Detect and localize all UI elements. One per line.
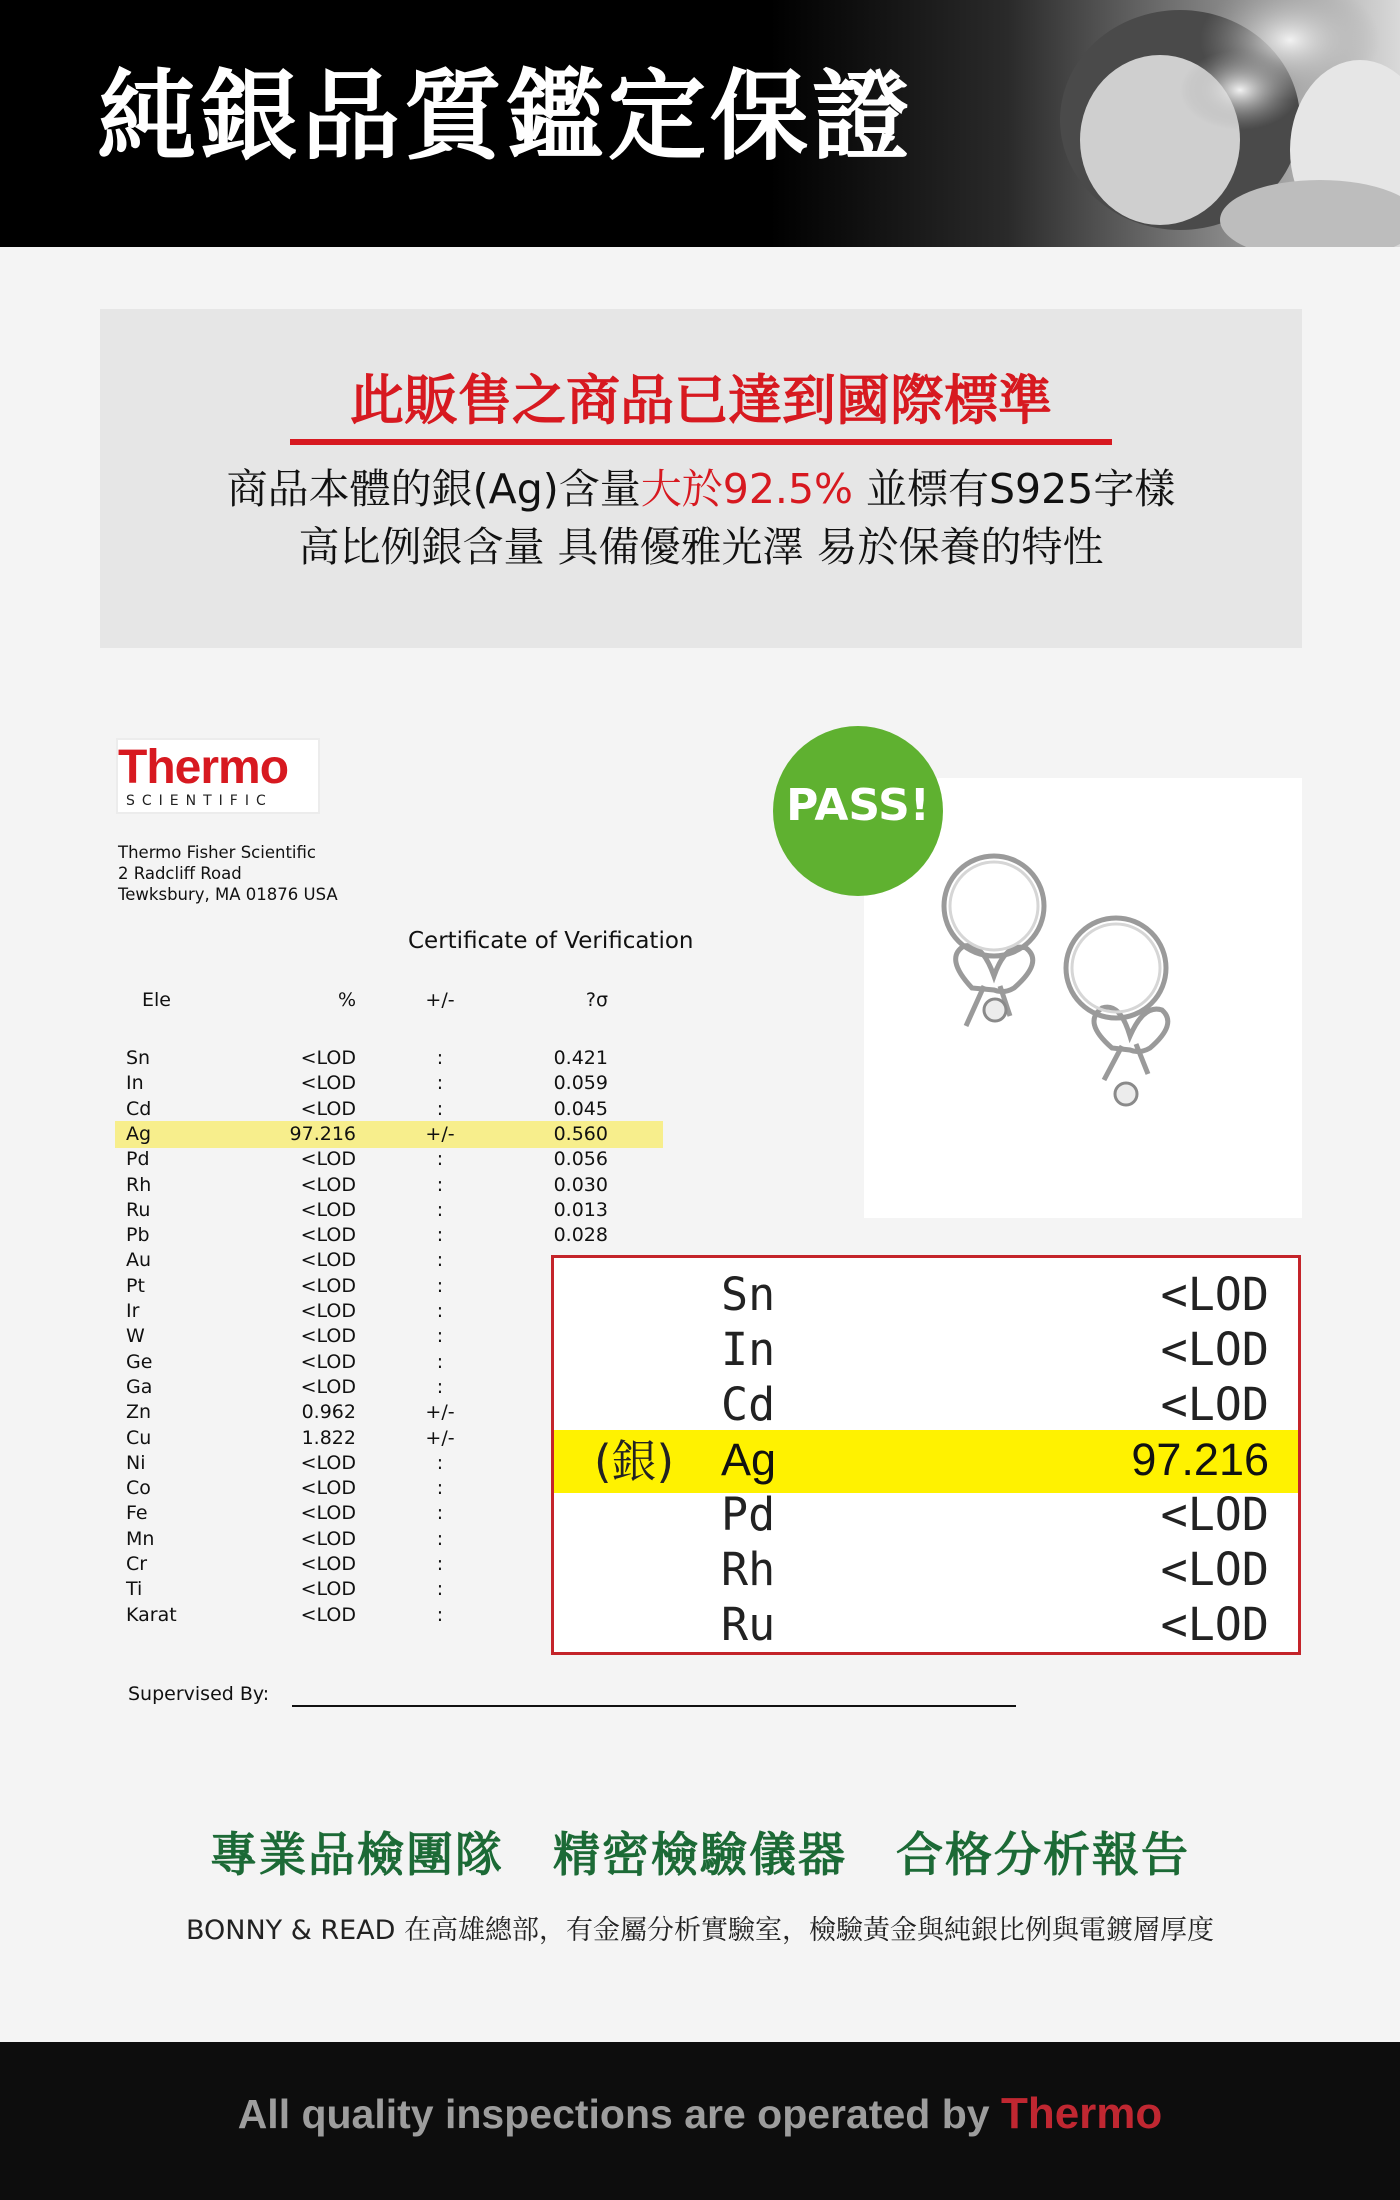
magnified-value: <LOD [1160,1323,1269,1376]
cell-element: Pb [126,1224,150,1247]
cell-plus-minus: : [436,1173,444,1196]
magnified-element: Sn [721,1268,776,1321]
magnified-element: Ru [721,1598,776,1651]
cell-percent: <LOD [300,1502,356,1525]
cell-plus-minus: : [436,1047,444,1069]
cell-element: Sn [126,1047,151,1069]
cell-plus-minus: : [436,1274,444,1297]
cell-element: Cr [126,1553,148,1575]
silver-content-text: 商品本體的銀(Ag)含量 [226,465,641,513]
cell-plus-minus: : [436,1451,444,1474]
cell-percent: <LOD [300,1198,356,1221]
cell-element: Ga [126,1375,153,1398]
silver-content-line [100,467,1302,512]
cell-percent: <LOD [300,1148,356,1171]
standard-headline: 此販售之商品已達到國際標準 [350,369,1052,432]
magnified-element: Pd [721,1488,776,1541]
cell-element: Pt [126,1274,145,1297]
cell-element: Ir [126,1300,140,1322]
cell-element: Rh [126,1173,152,1196]
lab-description: BONNY & READ 在高雄總部，有金屬分析實驗室，檢驗黃金與純銀比例與電鍍層厚度 [185,1915,1215,1946]
magnified-value: <LOD [1160,1488,1269,1541]
cell-plus-minus: : [436,1097,444,1120]
lab-address [118,842,338,905]
cell-plus-minus: : [436,1198,444,1221]
cell-percent: <LOD [300,1047,356,1069]
cell-percent: <LOD [300,1477,356,1500]
cell-element: Fe [126,1502,148,1525]
cell-percent: <LOD [300,1224,356,1247]
thermo-logo-wordmark: Thermo [118,741,289,794]
standard-info-box [100,309,1302,648]
address-line: Tewksbury, MA 01876 USA [118,885,338,904]
cell-plus-minus: : [436,1300,444,1322]
cell-plus-minus: : [436,1578,444,1601]
silver-tag: (銀) [594,1435,675,1488]
cell-element: Cd [126,1097,152,1120]
model-photo [1040,0,1400,247]
cell-percent: <LOD [300,1274,356,1297]
header-element: Ele [142,989,171,1011]
cell-percent: 1.822 [301,1426,356,1449]
cell-percent: 97.216 [289,1122,356,1145]
cell-percent: <LOD [300,1451,356,1474]
cell-sigma: 0.045 [553,1097,608,1120]
cell-element: Ag [126,1122,152,1145]
cell-plus-minus: : [436,1325,444,1348]
cell-plus-minus: +/- [425,1122,455,1145]
cell-percent: <LOD [300,1325,356,1348]
cell-element: Zn [126,1401,152,1424]
cell-percent: <LOD [300,1249,356,1272]
cell-sigma: 0.030 [553,1173,608,1196]
pass-badge [773,726,943,896]
team-slogan: 專業品檢團隊 精密檢驗儀器 合格分析報告 [210,1828,1190,1883]
address-line: Thermo Fisher Scientific [118,843,316,862]
s925-mark-text: 並標有S925字樣 [853,465,1176,513]
signature-line [292,1705,1016,1707]
header-plus-minus: +/- [425,989,455,1011]
cell-element: In [126,1072,144,1095]
cell-element: Ni [126,1451,146,1474]
cell-plus-minus: : [436,1350,444,1373]
magnified-element: Ag [721,1434,777,1485]
headline-underline [290,439,1112,445]
cell-percent: 0.962 [301,1401,356,1424]
supervised-label: Supervised By: [128,1683,270,1705]
magnified-results-box [551,1255,1301,1655]
header-sigma: ?σ [585,989,608,1011]
thermo-logo [118,740,318,812]
cell-percent: <LOD [300,1072,356,1095]
cell-plus-minus: : [436,1148,444,1171]
footer-statement [0,2089,1400,2138]
cell-element: Co [126,1477,151,1500]
cell-plus-minus: : [436,1603,444,1626]
cell-percent: <LOD [300,1173,356,1196]
footer-banner [0,2042,1400,2200]
cell-percent: <LOD [300,1553,356,1575]
header-percent: % [337,989,356,1011]
pass-badge-text: PASS! [786,780,930,831]
cell-plus-minus: : [436,1477,444,1500]
cell-sigma: 0.560 [553,1122,608,1145]
magnified-element: Cd [721,1378,776,1431]
magnified-value: <LOD [1160,1268,1269,1321]
cell-sigma: 0.056 [553,1148,608,1171]
hero-banner [0,0,1400,247]
cell-sigma: 0.421 [553,1047,608,1069]
silver-benefits-line: 高比例銀含量 具備優雅光澤 易於保養的特性 [298,523,1104,571]
magnified-value: <LOD [1160,1598,1269,1651]
cell-percent: <LOD [300,1527,356,1550]
silver-content-highlight: 大於92.5% [640,465,853,513]
cell-plus-minus: : [436,1249,444,1272]
cell-element: Ru [126,1198,151,1221]
cell-element: Cu [126,1426,152,1449]
certificate-title: Certificate of Verification [408,928,694,954]
cell-element: Au [126,1249,152,1272]
cell-percent: <LOD [300,1350,356,1373]
cell-sigma: 0.059 [553,1072,608,1095]
cell-plus-minus: : [436,1072,444,1095]
cell-percent: <LOD [300,1097,356,1120]
cell-plus-minus: +/- [425,1426,455,1449]
cell-plus-minus: : [436,1224,444,1247]
magnified-value: 97.216 [1131,1434,1269,1485]
cell-plus-minus: : [436,1502,444,1525]
footer-brand: Thermo [1000,2089,1163,2138]
cell-plus-minus: +/- [425,1401,455,1424]
cell-element: W [126,1325,145,1348]
cell-percent: <LOD [300,1375,356,1398]
cell-element: Karat [126,1603,177,1626]
magnified-element: In [721,1323,776,1376]
thermo-logo-subtitle: SCIENTIFIC [126,793,273,809]
cell-percent: <LOD [300,1603,356,1626]
cell-plus-minus: : [436,1553,444,1575]
cell-element: Pd [126,1148,150,1171]
cell-element: Ti [126,1578,143,1601]
cell-element: Mn [126,1527,155,1550]
footer-text: All quality inspections are operated by [237,2091,1001,2137]
address-line: 2 Radcliff Road [118,864,242,883]
cell-sigma: 0.028 [553,1224,608,1247]
cell-percent: <LOD [300,1578,356,1601]
magnified-value: <LOD [1160,1378,1269,1431]
cell-element: Ge [126,1350,153,1373]
cell-percent: <LOD [300,1300,356,1322]
cell-sigma: 0.013 [553,1198,608,1221]
page-title: 純銀品質鑑定保證 [98,60,915,174]
cell-plus-minus: : [436,1527,444,1550]
magnified-element: Rh [721,1543,776,1596]
magnified-value: <LOD [1160,1543,1269,1596]
cell-plus-minus: : [436,1375,444,1398]
